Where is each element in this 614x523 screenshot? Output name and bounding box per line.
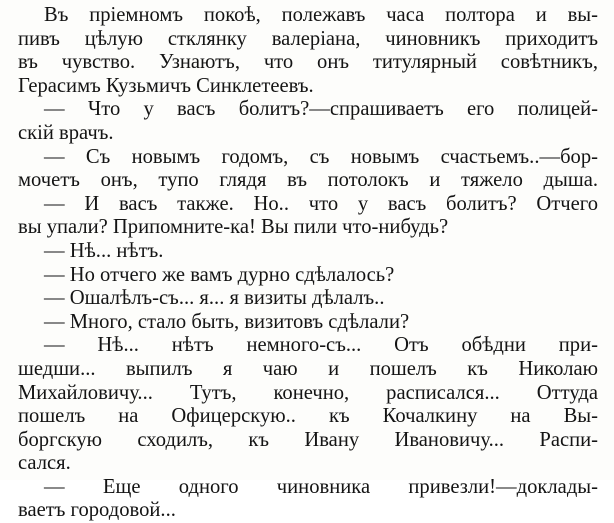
- text-line: пивъ цѣлую стклянку валеріана, чиновникъ приходитъ: [18, 27, 598, 50]
- text-line: сался.: [18, 452, 71, 475]
- text-line: Герасимъ Кузьмичъ Синклетеевъ.: [18, 74, 314, 97]
- text-line: въ чувство. Узнаютъ, что онъ титулярный совѣтникъ,: [18, 51, 598, 74]
- text-line: — Ошалѣлъ-съ... я... я визиты дѣлалъ..: [44, 287, 385, 310]
- text-line: — Что у васъ болитъ?—спрашиваетъ его полицей-: [44, 98, 598, 121]
- text-line: — Нѣ... нѣтъ немного-съ... Отъ обѣдни при-: [44, 334, 598, 357]
- text-line: боргскую сходилъ, къ Ивану Ивановичу... Распи-: [18, 428, 598, 451]
- text-line: Михайловичу... Тутъ, конечно, расписался... Оттуда: [18, 381, 598, 404]
- text-line: вы упали? Припомните-ка! Вы пили что-нибудь?: [18, 216, 449, 239]
- text-line: — Нѣ... нѣтъ.: [44, 239, 164, 262]
- text-line: — Много, стало быть, визитовъ сдѣлали?: [44, 310, 410, 333]
- text-line: мочетъ онъ, тупо глядя въ потолокъ и тяжело дыша.: [18, 169, 598, 192]
- text-line: ваетъ городовой...: [18, 499, 176, 522]
- text-line: Въ пріемномъ покоѣ, полежавъ часа полтора и вы-: [44, 4, 598, 26]
- text-line: — Съ новымъ годомъ, съ новымъ счастьемъ..—бор-: [44, 145, 598, 168]
- text-line: скій врачъ.: [18, 121, 114, 144]
- page-text: [18, 4, 598, 523]
- text-line: — Но отчего же вамъ дурно сдѣлалось?: [44, 263, 395, 286]
- text-line: — И васъ также. Но.. что у васъ болитъ? Отчего: [44, 192, 598, 215]
- text-line: пошелъ на Офицерскую.. къ Кочалкину на Вы-: [18, 405, 598, 428]
- text-line: шедши... выпилъ я чаю и пошелъ къ Николаю: [18, 357, 598, 380]
- text-line: — Еще одного чиновника привезли!—доклады-: [44, 475, 598, 498]
